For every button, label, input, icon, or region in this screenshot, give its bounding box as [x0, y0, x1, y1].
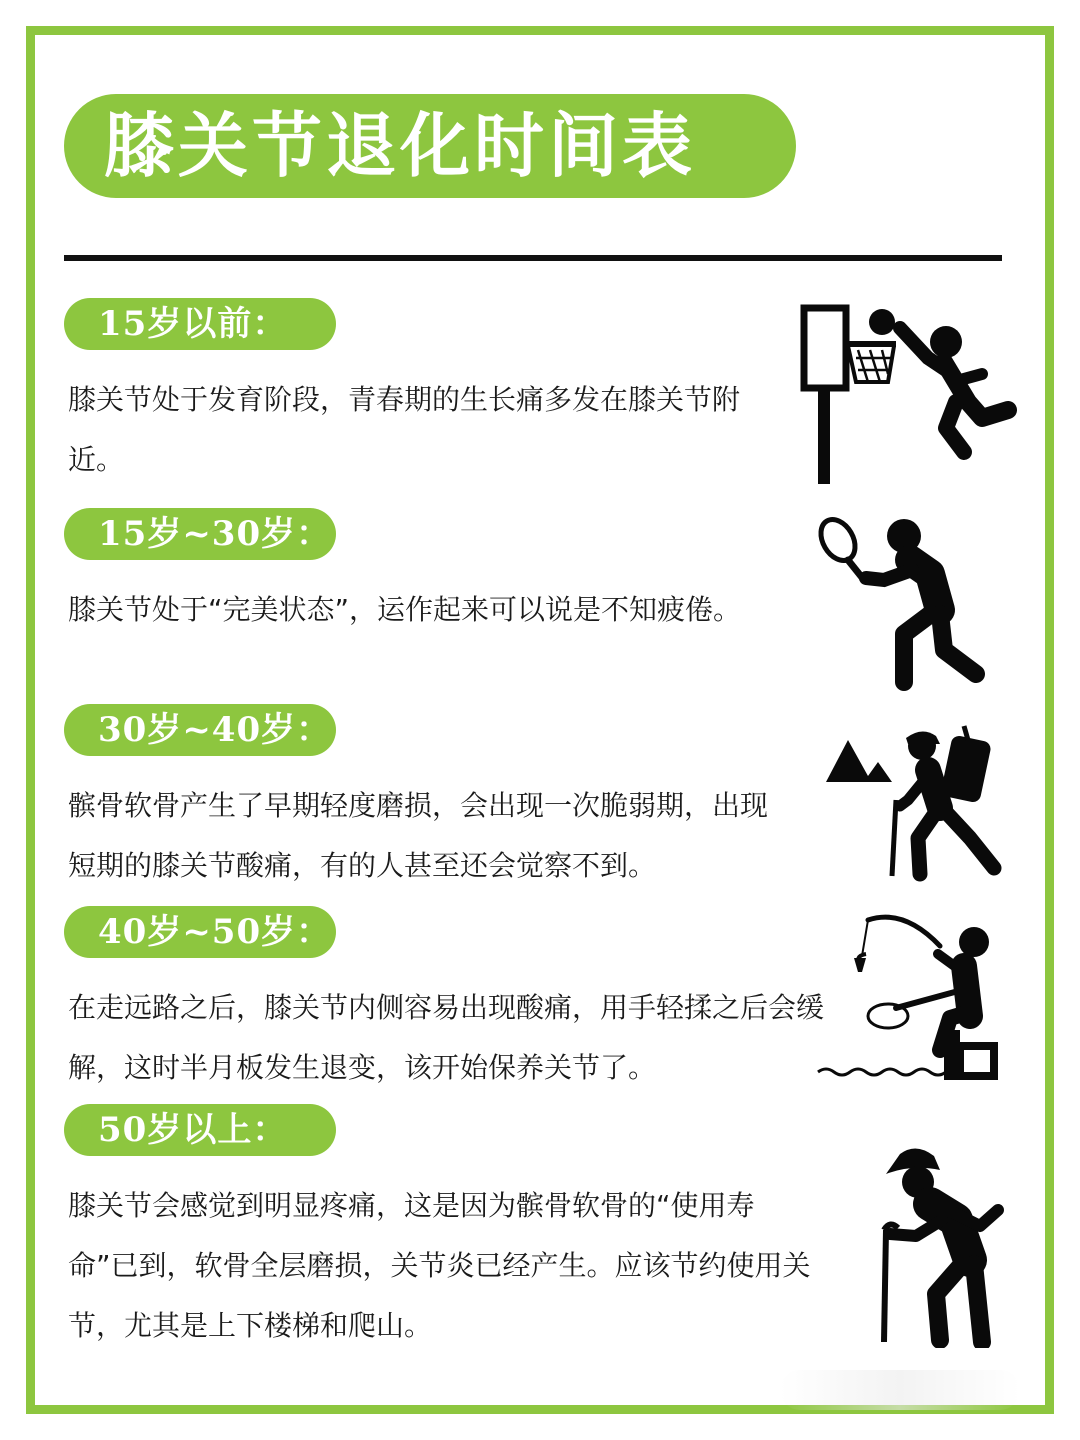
page-title: 膝关节退化时间表 [104, 104, 696, 187]
section-description: 在走远路之后，膝关节内侧容易出现酸痛，用手轻揉之后会缓解，这时半月板发生退变，该开始保养关节了。 [68, 991, 825, 1084]
age-label: 50岁以上： [98, 1110, 288, 1150]
section-description: 膝关节处于发育阶段，青春期的生长痛多发在膝关节附近。 [68, 383, 741, 476]
section-15-30 [64, 508, 784, 640]
basketball-player-icon [796, 298, 1020, 488]
age-badge [64, 906, 336, 958]
age-label: 40岁~50岁： [98, 912, 332, 952]
age-badge [64, 508, 336, 560]
elderly-walker-icon [872, 1138, 1012, 1348]
tennis-player-icon [812, 514, 992, 694]
section-over-50 [64, 1104, 824, 1356]
age-badge [64, 1104, 336, 1156]
section-description: 髌骨软骨产生了早期轻度磨损，会出现一次脆弱期，出现短期的膝关节酸痛，有的人甚至还会觉察不到。 [68, 789, 769, 882]
age-label: 15岁~30岁： [98, 514, 332, 554]
section-under-15 [64, 298, 784, 490]
age-label: 15岁以前： [98, 304, 288, 344]
hiker-icon [822, 722, 1006, 882]
section-description: 膝关节处于“完美状态”，运作起来可以说是不知疲倦。 [68, 593, 742, 626]
watermark [780, 1370, 1020, 1410]
fisherman-icon [814, 900, 1010, 1090]
age-badge [64, 704, 336, 756]
section-description: 膝关节会感觉到明显疼痛，这是因为髌骨软骨的“使用寿命”已到，软骨全层磨损，关节炎已经产生。应该节约使用关节，尤其是上下楼梯和爬山。 [68, 1189, 811, 1342]
section-40-50 [64, 906, 824, 1098]
divider [64, 255, 1002, 261]
age-badge [64, 298, 336, 350]
age-label: 30岁~40岁： [98, 710, 332, 750]
section-30-40 [64, 704, 794, 896]
